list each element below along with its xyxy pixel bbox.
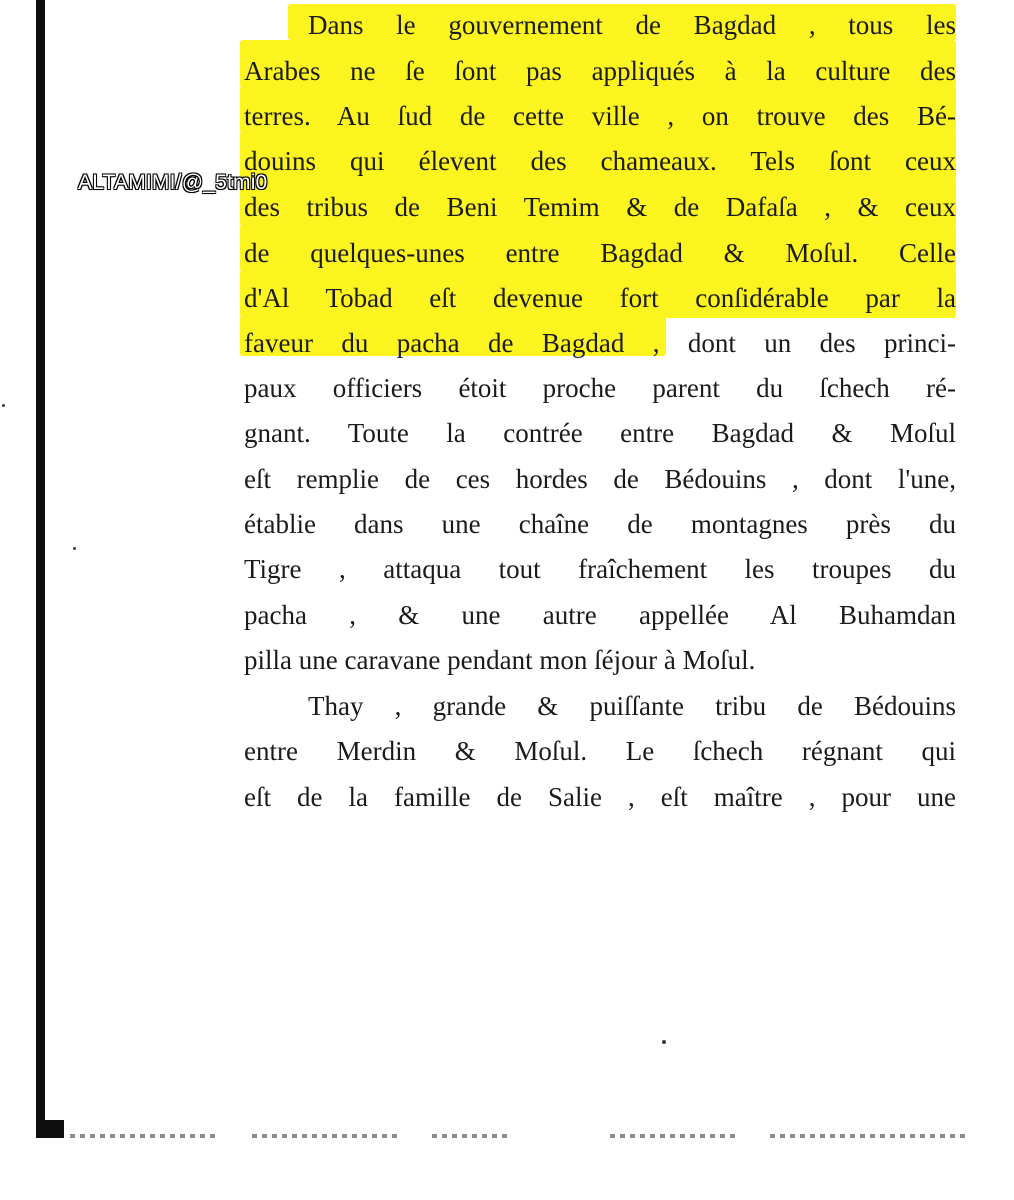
text-line-10: gnant. Toute la contrée entre Bagdad & Moſul <box>244 418 956 448</box>
scan-edge-dashes <box>252 1134 402 1138</box>
text-line-12: établie dans une chaîne de montagnes près du <box>244 509 956 539</box>
text-line-8: faveur du pacha de Bagdad , dont un des princi- <box>244 328 956 358</box>
scan-speck <box>2 404 5 407</box>
scan-edge-dashes <box>610 1134 740 1138</box>
text-line-7: d'Al Tobad eſt devenue fort conſidérable par la <box>244 283 956 313</box>
text-line-15: pilla une caravane pendant mon ſéjour à Moſul. <box>244 645 756 675</box>
scan-edge-dashes <box>432 1134 512 1138</box>
text-line-4: douins qui élevent des chameaux. Tels ſont ceux <box>244 146 956 176</box>
book-spine-corner <box>36 1120 64 1138</box>
watermark-label: ALTAMIMI/@_5tmi0 <box>78 171 268 194</box>
text-line-5: des tribus de Beni Temim & de Dafaſa , & ceux <box>244 192 956 222</box>
scan-edge-dashes <box>70 1134 220 1138</box>
text-line-17: entre Merdin & Moſul. Le ſchech régnant qui <box>244 736 956 766</box>
text-line-13: Tigre , attaqua tout fraîchement les troupes du <box>244 554 956 584</box>
text-line-11: eſt remplie de ces hordes de Bédouins , dont l'une, <box>244 464 956 494</box>
scan-edge-dashes <box>770 1134 970 1138</box>
book-spine-shadow <box>36 0 45 1138</box>
scan-speck <box>73 547 76 550</box>
text-line-14: pacha , & une autre appellée Al Buhamdan <box>244 600 956 630</box>
scan-speck <box>662 1040 666 1044</box>
text-line-9: paux officiers étoit proche parent du ſchech ré- <box>244 373 956 403</box>
text-line-18: eſt de la famille de Salie , eſt maître , pour une <box>244 782 956 812</box>
text-line-6: de quelques-unes entre Bagdad & Moſul. Celle <box>244 238 956 268</box>
text-line-1: Dans le gouvernement de Bagdad , tous les <box>308 10 956 40</box>
text-line-2: Arabes ne ſe ſont pas appliqués à la culture des <box>244 56 956 86</box>
text-line-16: Thay , grande & puiſſante tribu de Bédouins <box>308 691 956 721</box>
text-line-3: terres. Au ſud de cette ville , on trouve des Bé- <box>244 101 956 131</box>
